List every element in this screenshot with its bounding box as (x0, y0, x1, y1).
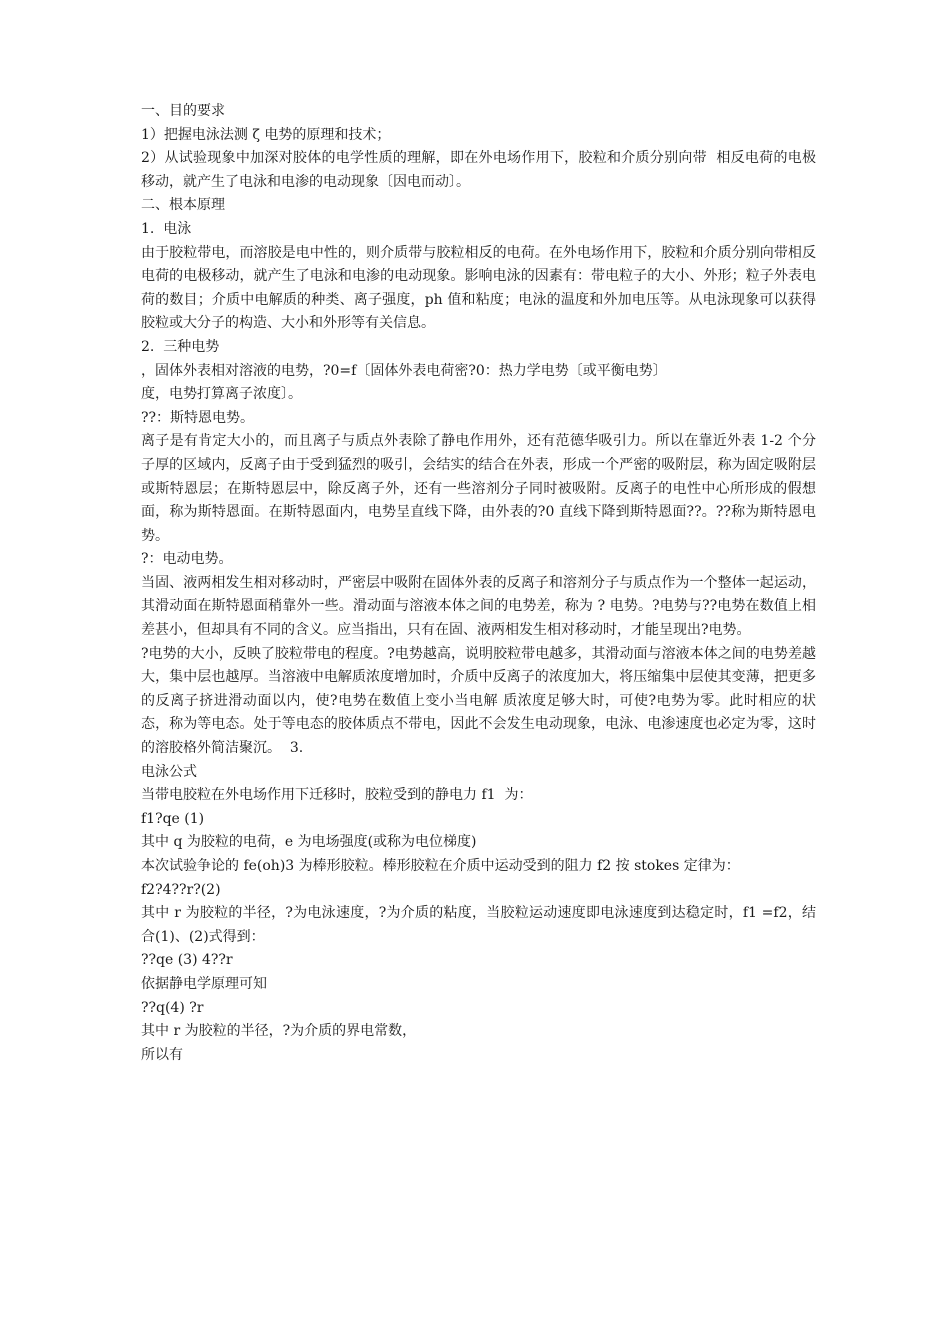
equation-1: f1?qe (1) (141, 810, 205, 827)
section-heading-principles: 二、根本原理 (141, 197, 225, 214)
equation-4-explanation: 其中 r 为胶粒的半径，?为介质的界电常数， (141, 1023, 417, 1040)
subheading-electrophoresis: 1. 电泳 (141, 220, 192, 237)
section-heading-objectives: 一、目的要求 (141, 103, 225, 119)
paragraph-electrophoresis: 由于胶粒带电，而溶胶是电中性的，则介质带与胶粒相反的电荷。在外电场作用下，胶粒和介质分别向带相反电荷的电极移动，就产生了电泳和电渗的电动现象。影响电泳的因素有：带电粒子的大小、外形；粒子外表电荷的数目；介质中电解质的种类、离子强度，ph 值和粘度；电泳的温度和外加电压等。从电泳现象可以获得胶粒或大分子的构造、大小和外形等有关信息。 (141, 244, 816, 332)
paragraph-zeta-magnitude: ?电势的大小，反映了胶粒带电的程度。?电势越高，说明胶粒带电越多，其滑动面与溶液本体之间的电势差越大，集中层也越厚。当溶液中电解质浓度增加时，介质中反离子的浓度加大，将压缩集中层使其变薄，把更多的反离子挤进滑动面以内，使?电势在数值上变小当电解 质浓度足够大时，可使?电势为零。此时相应的状态，称为等电态。处于等电态的胶体质点不带电，因此不会发生电动现象，电泳、电渗速度也必定为零，这时的溶胶格外简洁聚沉。 3. (141, 645, 816, 757)
potential-thermodynamic-line-1: ，固体外表相对溶液的电势，?0=f〔固体外表电荷密?0：热力学电势〔或平衡电势〕 (141, 362, 667, 379)
subheading-electrophoresis-formula: 电泳公式 (141, 763, 197, 780)
conclusion-lead: 所以有 (141, 1046, 183, 1063)
static-force-intro: 当带电胶粒在外电场作用下迁移时，胶粒受到的静电力 f1 为： (141, 787, 533, 804)
equation-4: ??q(4) ?r (141, 999, 204, 1016)
equation-3: ??qe (3) 4??r (141, 952, 233, 969)
subheading-three-potentials: 2. 三种电势 (141, 338, 220, 355)
paragraph-stern-layer: 离子是有肯定大小的，而且离子与质点外表除了静电作用外，还有范德华吸引力。所以在靠近外表 1-2 个分子厚的区域内，反离子由于受到猛烈的吸引，会结实的结合在外表，形成一个严密的吸附层，称为固定吸附层或斯特恩层；在斯特恩层中，除反离子外，还有一些溶剂分子同时被吸附。反离子的电性中心所形成的假想面，称为斯特恩面。在斯特恩面内，电势呈直线下降，由外表的?0 直线下降到斯特恩面??。??称为斯特恩电势。 (141, 433, 816, 544)
document-page (141, 100, 816, 1067)
zeta-potential-label: ?：电动电势。 (141, 551, 233, 568)
objective-item-2: 2）从试验现象中加深对胶体的电学性质的理解，即在外电场作用下，胶粒和介质分别向带 相反电荷的电极移动，就产生了电泳和电渗的电动现象〔因电而动〕。 (141, 150, 816, 190)
paragraph-zeta-definition: 当固、液两相发生相对移动时，严密层中吸附在固体外表的反离子和溶剂分子与质点作为一个整体一起运动，其滑动面在斯特恩面稍靠外一些。滑动面与溶液本体之间的电势差，称为 ? 电势。?电势与??电势在数值上相差甚小，但却具有不同的含义。应当指出，只有在固、液两相发生相对移动时，才能呈现出?电势。 (141, 574, 816, 639)
electrostatics-intro: 依据静电学原理可知 (141, 975, 267, 992)
stokes-law-intro: 本次试验争论的 fe(oh)3 为棒形胶粒。棒形胶粒在介质中运动受到的阻力 f2 按 stokes 定律为： (141, 858, 740, 874)
objective-item-1: 1）把握电泳法测 ζ 电势的原理和技术； (141, 126, 391, 143)
stern-potential-label: ??：斯特恩电势。 (141, 409, 255, 426)
potential-thermodynamic-line-2: 度，电势打算离子浓度〕。 (141, 386, 302, 403)
equation-2-explanation: 其中 r 为胶粒的半径，?为电泳速度，?为介质的粘度，当胶粒运动速度即电泳速度到达稳定时，f1 =f2，结合(1)、(2)式得到： (141, 905, 816, 945)
equation-2: f2?4??r?(2) (141, 881, 221, 898)
equation-1-explanation: 其中 q 为胶粒的电荷，e 为电场强度(或称为电位梯度) (141, 834, 477, 851)
